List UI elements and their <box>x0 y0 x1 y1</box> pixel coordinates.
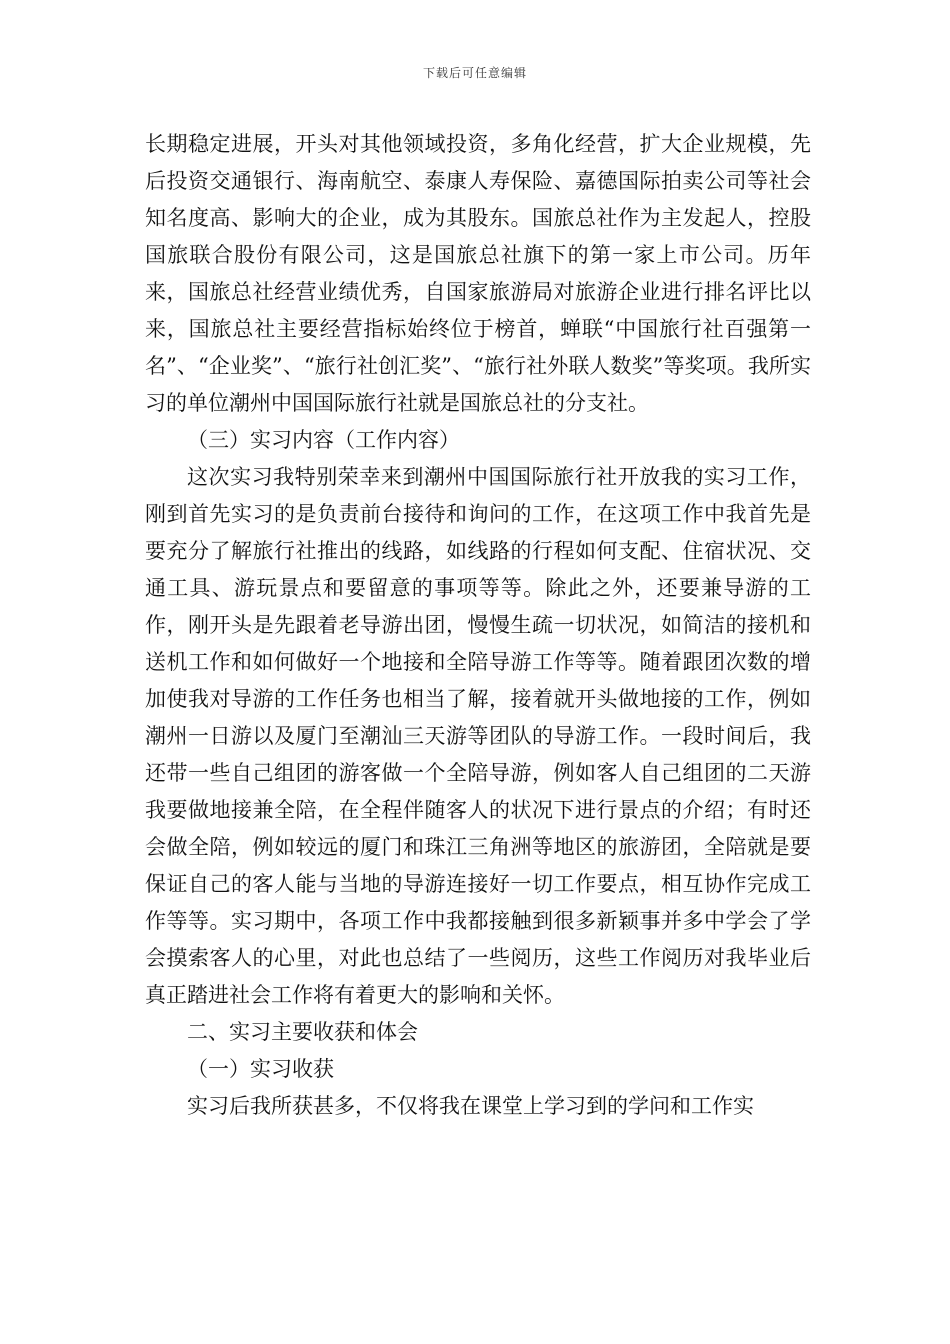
document-body <box>145 126 811 1125</box>
page-header: 下载后可任意编辑 <box>422 66 527 80</box>
paragraph-company-history: 长期稳定进展，开头对其他领域投资，多角化经营，扩大企业规模，先后投资交通银行、海南航空、泰康人寿保险、嘉德国际拍卖公司等社会知名度高、影响大的企业，成为其股东。国旅总社作为主发起人，控股国旅联合股份有限公司，这是国旅总社旗下的第一家上市公司。历年来，国旅总社经营业绩优秀，自国家旅游局对旅游企业进行排名评比以来，国旅总社主要经营指标始终位于榜首，蝉联“中国旅行社百强第一名”、“企业奖”、“旅行社创汇奖”、“旅行社外联人数奖”等奖项。我所实习的单位潮州中国国际旅行社就是国旅总社的分支社。 <box>145 132 811 415</box>
section-heading-gains-and-experience: 二、实习主要收获和体会 <box>187 1020 418 1044</box>
paragraph-internship-content: 这次实习我特别荣幸来到潮州中国国际旅行社开放我的实习工作，刚到首先实习的是负责前台接待和询问的工作，在这项工作中我首先是要充分了解旅行社推出的线路，如线路的行程如何支配、住宿状况、交通工具、游玩景点和要留意的事项等等。除此之外，还要兼导游的工作，刚开头是先跟着老导游出团，慢慢生疏一切状况，如简洁的接机和送机工作和如何做好一个地接和全陪导游工作等等。随着跟团次数的增加使我对导游的工作任务也相当了解，接着就开头做地接的工作，例如潮州一日游以及厦门至潮汕三天游等团队的导游工作。一段时间后，我还带一些自己组团的游客做一个全陪导游，例如客人自己组团的二天游我要做地接兼全陪，在全程伴随客人的状况下进行景点的介绍；有时还会做全陪，例如较远的厦门和珠江三角洲等地区的旅游团，全陪就是要保证自己的客人能与当地的导游连接好一切工作要点，相互协作完成工作等等。实习期中，各项工作中我都接触到很多新颖事并多中学会了学会摸索客人的心里，对此也总结了一些阅历，这些工作阅历对我毕业后真正踏进社会工作将有着更大的影响和关怀。 <box>145 465 811 1007</box>
paragraph-internship-gains: 实习后我所获甚多，不仅将我在课堂上学习到的学问和工作实 <box>187 1094 754 1118</box>
subsection-heading-internship-gains: （一）实习收获 <box>187 1057 334 1081</box>
section-heading-internship-content: （三）实习内容（工作内容） <box>187 428 460 452</box>
